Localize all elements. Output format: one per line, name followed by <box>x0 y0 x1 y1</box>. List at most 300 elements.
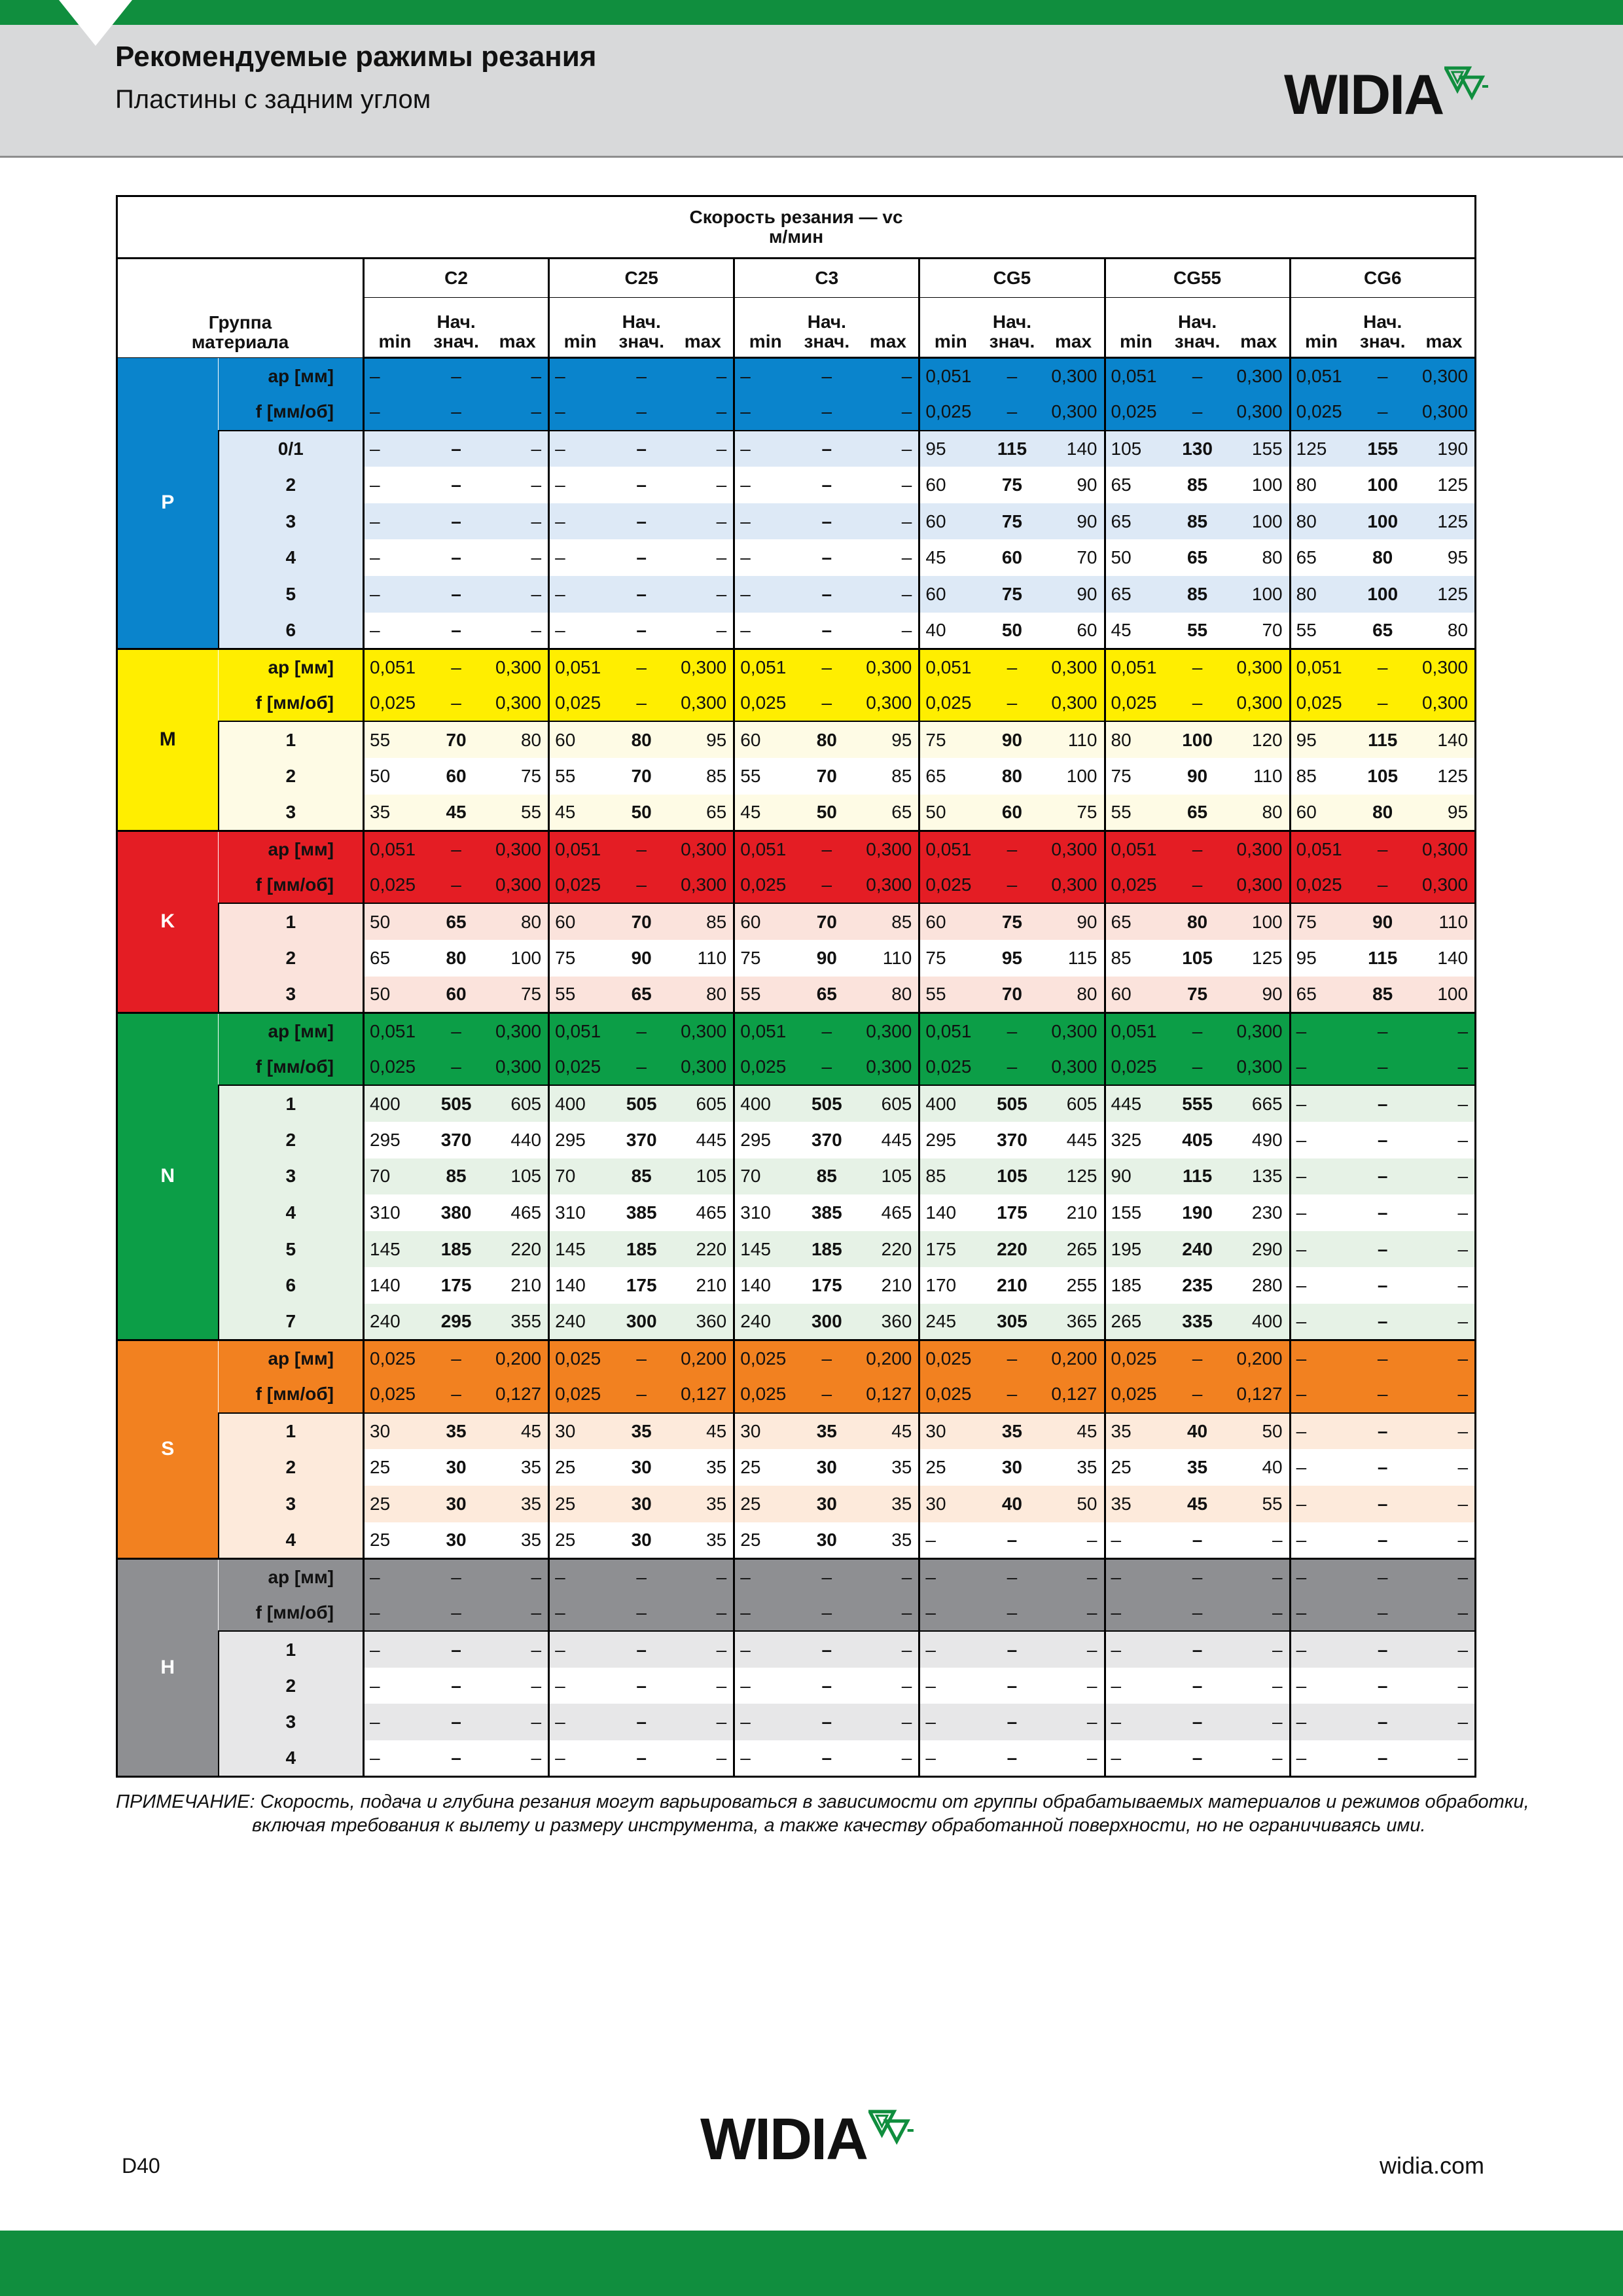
value-cell: 370 <box>981 1122 1043 1158</box>
value-cell: – <box>1352 1304 1414 1340</box>
value-cell: – <box>487 539 548 576</box>
value-cell: – <box>1105 1558 1166 1595</box>
nominal-header-line-1: Нач. <box>1363 312 1402 332</box>
value-cell: 40 <box>919 613 981 649</box>
value-cell: 45 <box>1166 1486 1228 1522</box>
value-cell: 80 <box>1414 613 1476 649</box>
value-cell: 30 <box>796 1522 857 1559</box>
value-cell: – <box>672 394 734 431</box>
value-cell: – <box>1352 1267 1414 1304</box>
value-cell: – <box>425 1595 487 1632</box>
value-cell: 25 <box>734 1486 796 1522</box>
value-cell: 80 <box>1105 721 1166 758</box>
value-cell: 75 <box>919 940 981 977</box>
value-cell: 140 <box>734 1267 796 1304</box>
value-cell: 75 <box>981 903 1043 940</box>
value-cell: – <box>425 431 487 467</box>
value-cell: – <box>1290 1085 1351 1122</box>
value-cell: 0,025 <box>734 1049 796 1086</box>
value-cell: – <box>425 1340 487 1377</box>
value-cell: 100 <box>1414 977 1476 1013</box>
value-cell: – <box>549 539 611 576</box>
value-cell: – <box>1414 1668 1476 1704</box>
value-cell: 30 <box>734 1413 796 1450</box>
subgroup-label: 1 <box>219 1413 364 1450</box>
value-cell: 235 <box>1166 1267 1228 1304</box>
value-cell: – <box>364 1740 425 1777</box>
value-cell: 220 <box>981 1231 1043 1268</box>
value-cell: – <box>1290 1231 1351 1268</box>
value-cell: 80 <box>981 758 1043 795</box>
value-cell: – <box>796 503 857 540</box>
value-cell: – <box>487 358 548 395</box>
value-cell: – <box>611 576 672 613</box>
value-cell: – <box>1414 1231 1476 1268</box>
value-cell: – <box>611 358 672 395</box>
value-cell: – <box>1166 394 1228 431</box>
value-cell: 490 <box>1228 1122 1290 1158</box>
value-cell: 60 <box>734 903 796 940</box>
value-cell: 300 <box>796 1304 857 1340</box>
value-cell: 0,300 <box>1043 831 1105 867</box>
value-cell: 0,127 <box>1043 1376 1105 1413</box>
value-cell: 65 <box>1290 539 1351 576</box>
value-cell: – <box>981 1595 1043 1632</box>
website-link[interactable]: widia.com <box>1380 2152 1485 2179</box>
value-cell: 0,300 <box>858 1013 919 1049</box>
value-cell: 0,025 <box>919 685 981 722</box>
value-cell: – <box>1105 1668 1166 1704</box>
value-cell: 70 <box>611 758 672 795</box>
value-cell: 60 <box>919 467 981 503</box>
value-cell: – <box>672 576 734 613</box>
nominal-header-line-1: Нач. <box>807 312 846 332</box>
value-cell: – <box>981 358 1043 395</box>
value-cell: – <box>611 867 672 904</box>
value-cell: 280 <box>1228 1267 1290 1304</box>
value-cell: 85 <box>1166 576 1228 613</box>
value-cell: 0,300 <box>1043 358 1105 395</box>
value-cell: 25 <box>734 1449 796 1486</box>
value-cell: 100 <box>1352 503 1414 540</box>
value-cell: 0,300 <box>1228 1049 1290 1086</box>
value-cell: 240 <box>549 1304 611 1340</box>
value-cell: 130 <box>1166 431 1228 467</box>
value-cell: 125 <box>1043 1158 1105 1195</box>
value-cell: 85 <box>425 1158 487 1195</box>
value-cell: – <box>672 503 734 540</box>
value-cell: – <box>858 394 919 431</box>
value-cell: 295 <box>549 1122 611 1158</box>
material-group-header <box>117 259 364 358</box>
value-cell: 85 <box>672 903 734 940</box>
value-cell: 125 <box>1414 467 1476 503</box>
value-cell: 0,051 <box>919 358 981 395</box>
value-cell: 0,300 <box>487 831 548 867</box>
page-title: Рекомендуемые ражимы резания <box>115 41 597 73</box>
value-cell: 100 <box>1228 467 1290 503</box>
value-cell: – <box>1290 1668 1351 1704</box>
value-cell: 35 <box>1166 1449 1228 1486</box>
value-cell: 0,025 <box>364 685 425 722</box>
value-cell: 55 <box>1290 613 1351 649</box>
value-cell: 65 <box>364 940 425 977</box>
subgroup-label: 2 <box>219 467 364 503</box>
value-cell: 0,127 <box>1228 1376 1290 1413</box>
value-cell: 100 <box>1166 721 1228 758</box>
value-cell: – <box>487 503 548 540</box>
value-cell: 365 <box>1043 1304 1105 1340</box>
value-cell: 70 <box>611 903 672 940</box>
value-cell: – <box>1166 685 1228 722</box>
value-cell: – <box>549 1558 611 1595</box>
value-cell: 0,051 <box>919 1013 981 1049</box>
value-cell: – <box>487 1704 548 1740</box>
value-cell: – <box>611 1595 672 1632</box>
value-cell: 50 <box>1228 1413 1290 1450</box>
value-cell: 45 <box>425 795 487 831</box>
value-cell: – <box>1166 358 1228 395</box>
value-cell: – <box>858 613 919 649</box>
max-header: max <box>487 298 548 358</box>
value-cell: – <box>796 1558 857 1595</box>
value-cell: 65 <box>1105 576 1166 613</box>
min-header: min <box>364 298 425 358</box>
value-cell: 0,025 <box>549 685 611 722</box>
value-cell: 0,300 <box>858 831 919 867</box>
value-cell: – <box>1290 1631 1351 1668</box>
grade-header-cg6: CG6 <box>1290 259 1475 298</box>
value-cell: – <box>1043 1704 1105 1740</box>
value-cell: – <box>796 539 857 576</box>
value-cell: 0,300 <box>672 831 734 867</box>
value-cell: 0,300 <box>1043 685 1105 722</box>
value-cell: 290 <box>1228 1231 1290 1268</box>
value-cell: 0,127 <box>487 1376 548 1413</box>
value-cell: 105 <box>487 1158 548 1195</box>
value-cell: 60 <box>1043 613 1105 649</box>
value-cell: 400 <box>919 1085 981 1122</box>
value-cell: – <box>1414 1413 1476 1450</box>
value-cell: 0,300 <box>1414 867 1476 904</box>
value-cell: 115 <box>1043 940 1105 977</box>
subgroup-label: 1 <box>219 903 364 940</box>
value-cell: – <box>1043 1668 1105 1704</box>
value-cell: 405 <box>1166 1122 1228 1158</box>
value-cell: – <box>611 1376 672 1413</box>
value-cell: 55 <box>734 977 796 1013</box>
value-cell: – <box>858 467 919 503</box>
value-cell: 505 <box>425 1085 487 1122</box>
value-cell: 355 <box>487 1304 548 1340</box>
value-cell: – <box>734 1704 796 1740</box>
value-cell: 0,025 <box>549 1340 611 1377</box>
value-cell: – <box>981 1340 1043 1377</box>
value-cell: – <box>1414 1595 1476 1632</box>
value-cell: 100 <box>1228 576 1290 613</box>
value-cell: 360 <box>672 1304 734 1340</box>
value-cell: – <box>425 1668 487 1704</box>
value-cell: 140 <box>549 1267 611 1304</box>
value-cell: 60 <box>549 903 611 940</box>
value-cell: 175 <box>981 1194 1043 1231</box>
value-cell: 0,300 <box>1228 867 1290 904</box>
grade-header-c25: C25 <box>549 259 734 298</box>
value-cell: 75 <box>981 503 1043 540</box>
value-cell: 0,051 <box>734 649 796 685</box>
value-cell: 0,051 <box>364 649 425 685</box>
value-cell: 55 <box>487 795 548 831</box>
value-cell: – <box>796 867 857 904</box>
value-cell: 605 <box>487 1085 548 1122</box>
value-cell: 0,051 <box>1290 831 1351 867</box>
value-cell: – <box>364 1668 425 1704</box>
value-cell: – <box>672 539 734 576</box>
value-cell: 0,300 <box>672 867 734 904</box>
value-cell: – <box>487 1668 548 1704</box>
value-cell: – <box>672 1558 734 1595</box>
ap-label: ap [мм] <box>219 831 364 867</box>
value-cell: – <box>487 394 548 431</box>
value-cell: – <box>611 1340 672 1377</box>
value-cell: 445 <box>1105 1085 1166 1122</box>
value-cell: – <box>1290 1267 1351 1304</box>
value-cell: 255 <box>1043 1267 1105 1304</box>
value-cell: 70 <box>981 977 1043 1013</box>
value-cell: – <box>796 1376 857 1413</box>
value-cell: – <box>364 431 425 467</box>
value-cell: – <box>1166 1340 1228 1377</box>
value-cell: – <box>364 394 425 431</box>
widia-triangle-icon <box>1444 65 1490 105</box>
footnote <box>116 1790 1529 1837</box>
value-cell: – <box>734 576 796 613</box>
value-cell: 0,025 <box>364 867 425 904</box>
value-cell: – <box>1414 1194 1476 1231</box>
material-group-s: S <box>117 1340 219 1559</box>
value-cell: 90 <box>981 721 1043 758</box>
value-cell: 115 <box>981 431 1043 467</box>
value-cell: – <box>1290 1704 1351 1740</box>
value-cell: 295 <box>734 1122 796 1158</box>
value-cell: 295 <box>364 1122 425 1158</box>
value-cell: – <box>858 1740 919 1777</box>
value-cell: – <box>611 1049 672 1086</box>
value-cell: – <box>858 576 919 613</box>
value-cell: – <box>734 613 796 649</box>
value-cell: 90 <box>1166 758 1228 795</box>
value-cell: 25 <box>549 1522 611 1559</box>
value-cell: – <box>364 539 425 576</box>
value-cell: 90 <box>1043 503 1105 540</box>
value-cell: 0,051 <box>1290 649 1351 685</box>
value-cell: – <box>1290 1049 1351 1086</box>
value-cell: 0,051 <box>549 649 611 685</box>
value-cell: 50 <box>364 977 425 1013</box>
value-cell: – <box>1352 649 1414 685</box>
value-cell: 45 <box>672 1413 734 1450</box>
subgroup-label: 4 <box>219 1522 364 1559</box>
value-cell: 50 <box>1105 539 1166 576</box>
value-cell: 75 <box>487 758 548 795</box>
cutting-data-table <box>116 195 1476 1778</box>
value-cell: 80 <box>858 977 919 1013</box>
value-cell: 45 <box>919 539 981 576</box>
value-cell: – <box>1414 1158 1476 1195</box>
value-cell: 70 <box>364 1158 425 1195</box>
value-cell: 80 <box>425 940 487 977</box>
value-cell: – <box>734 1631 796 1668</box>
value-cell: – <box>672 1595 734 1632</box>
value-cell: – <box>425 831 487 867</box>
value-cell: 75 <box>981 467 1043 503</box>
max-header: max <box>672 298 734 358</box>
value-cell: – <box>919 1522 981 1559</box>
value-cell: 0,025 <box>1290 394 1351 431</box>
widia-logo <box>1284 65 1490 124</box>
value-cell: – <box>611 1668 672 1704</box>
value-cell: – <box>1043 1595 1105 1632</box>
value-cell: – <box>734 1740 796 1777</box>
value-cell: 105 <box>858 1158 919 1195</box>
value-cell: 140 <box>364 1267 425 1304</box>
value-cell: 30 <box>611 1449 672 1486</box>
value-cell: – <box>1166 831 1228 867</box>
value-cell: 95 <box>1414 795 1476 831</box>
value-cell: 50 <box>364 903 425 940</box>
value-cell: 115 <box>1166 1158 1228 1195</box>
value-cell: 0,051 <box>1105 649 1166 685</box>
value-cell: – <box>981 1013 1043 1049</box>
min-header: min <box>1105 298 1166 358</box>
value-cell: 0,025 <box>919 1049 981 1086</box>
value-cell: 30 <box>611 1486 672 1522</box>
subgroup-label: 5 <box>219 576 364 613</box>
value-cell: 210 <box>858 1267 919 1304</box>
value-cell: – <box>981 1049 1043 1086</box>
value-cell: 0,025 <box>1105 1376 1166 1413</box>
value-cell: – <box>487 431 548 467</box>
value-cell: – <box>487 613 548 649</box>
value-cell: 60 <box>1105 977 1166 1013</box>
value-cell: 220 <box>672 1231 734 1268</box>
value-cell: 25 <box>549 1486 611 1522</box>
value-cell: – <box>364 613 425 649</box>
value-cell: 0,051 <box>1290 358 1351 395</box>
value-cell: 605 <box>858 1085 919 1122</box>
value-cell: 555 <box>1166 1085 1228 1122</box>
material-group-m: M <box>117 649 219 831</box>
value-cell: – <box>919 1595 981 1632</box>
value-cell: 35 <box>1105 1486 1166 1522</box>
value-cell: – <box>734 1595 796 1632</box>
value-cell: 400 <box>1228 1304 1290 1340</box>
value-cell: 0,025 <box>1105 685 1166 722</box>
value-cell: 75 <box>549 940 611 977</box>
value-cell: – <box>611 539 672 576</box>
value-cell: – <box>1290 1486 1351 1522</box>
value-cell: – <box>919 1558 981 1595</box>
value-cell: 400 <box>364 1085 425 1122</box>
value-cell: 505 <box>611 1085 672 1122</box>
value-cell: 0,025 <box>734 867 796 904</box>
material-group-n: N <box>117 1013 219 1340</box>
value-cell: – <box>1352 1122 1414 1158</box>
value-cell: – <box>796 1013 857 1049</box>
value-cell: – <box>611 1704 672 1740</box>
value-cell: 190 <box>1414 431 1476 467</box>
f-label: f [мм/об] <box>219 1595 364 1632</box>
value-cell: 65 <box>1352 613 1414 649</box>
value-cell: – <box>1228 1558 1290 1595</box>
value-cell: 505 <box>981 1085 1043 1122</box>
nominal-header-line-2: знач. <box>433 331 479 351</box>
value-cell: – <box>1290 1304 1351 1340</box>
bottom-brand-bar <box>0 2231 1623 2296</box>
value-cell: – <box>1352 867 1414 904</box>
value-cell: 25 <box>919 1449 981 1486</box>
value-cell: – <box>487 467 548 503</box>
value-cell: 80 <box>611 721 672 758</box>
value-cell: – <box>858 1668 919 1704</box>
value-cell: 0,300 <box>1043 1013 1105 1049</box>
value-cell: – <box>981 394 1043 431</box>
ap-label: ap [мм] <box>219 358 364 395</box>
value-cell: 25 <box>1105 1449 1166 1486</box>
value-cell: – <box>1352 1668 1414 1704</box>
value-cell: 65 <box>1290 977 1351 1013</box>
value-cell: 70 <box>1043 539 1105 576</box>
value-cell: – <box>364 1595 425 1632</box>
value-cell: – <box>1414 1013 1476 1049</box>
value-cell: – <box>1352 1194 1414 1231</box>
value-cell: 170 <box>919 1267 981 1304</box>
value-cell: 110 <box>672 940 734 977</box>
value-cell: 80 <box>1228 539 1290 576</box>
value-cell: 35 <box>1043 1449 1105 1486</box>
value-cell: 185 <box>611 1231 672 1268</box>
value-cell: 55 <box>734 758 796 795</box>
value-cell: 445 <box>858 1122 919 1158</box>
value-cell: – <box>1414 1267 1476 1304</box>
nominal-header-line-2: знач. <box>989 331 1035 351</box>
value-cell: 60 <box>919 903 981 940</box>
value-cell: 400 <box>549 1085 611 1122</box>
value-cell: 110 <box>1043 721 1105 758</box>
value-cell: 85 <box>1352 977 1414 1013</box>
value-cell: 115 <box>1352 721 1414 758</box>
value-cell: 80 <box>1228 795 1290 831</box>
value-cell: 50 <box>611 795 672 831</box>
value-cell: – <box>549 1740 611 1777</box>
value-cell: 90 <box>611 940 672 977</box>
value-cell: 95 <box>858 721 919 758</box>
nominal-header-line-2: знач. <box>804 331 850 351</box>
value-cell: 0,025 <box>919 867 981 904</box>
value-cell: – <box>796 649 857 685</box>
value-cell: 0,051 <box>1105 1013 1166 1049</box>
value-cell: – <box>672 1740 734 1777</box>
value-cell: – <box>1352 1631 1414 1668</box>
value-cell: 30 <box>425 1486 487 1522</box>
value-cell: 85 <box>672 758 734 795</box>
value-cell: 125 <box>1414 576 1476 613</box>
max-header: max <box>1043 298 1105 358</box>
nominal-header-line-1: Нач. <box>622 312 661 332</box>
value-cell: 80 <box>1290 576 1351 613</box>
value-cell: – <box>796 1704 857 1740</box>
subgroup-label: 2 <box>219 1122 364 1158</box>
